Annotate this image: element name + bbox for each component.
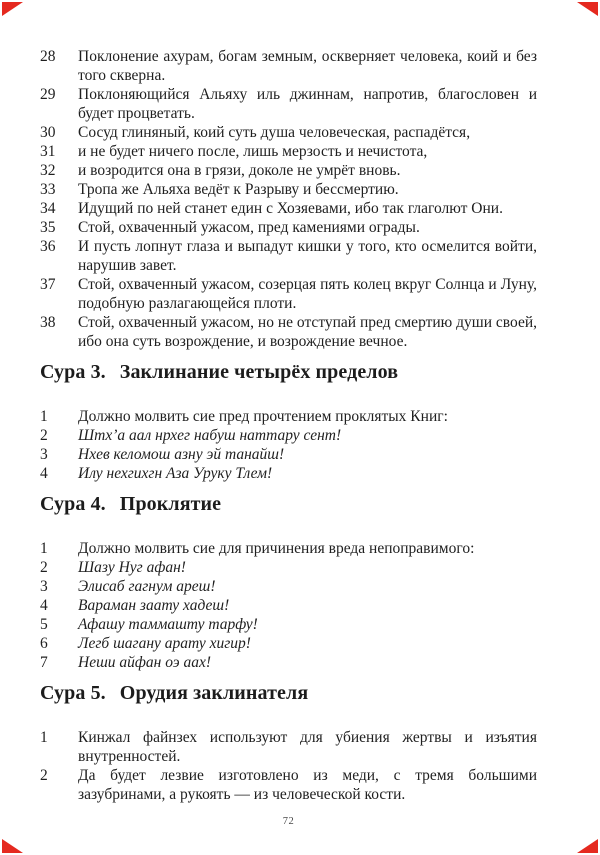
verse-row (40, 539, 537, 558)
verse-number: 36 (40, 238, 56, 255)
verse-row (40, 180, 537, 199)
red-corner-mark-top-right (577, 2, 598, 16)
verse-text: Стой, охваченный ужасом, но не отступай пред смертию души своей, ибо она суть возрождение, и возрождение вечное. (78, 314, 537, 350)
verse-number: 37 (40, 276, 56, 293)
verse-number: 32 (40, 162, 56, 179)
verse-row (40, 47, 537, 85)
verse-number: 33 (40, 181, 56, 198)
verse-text: и не будет ничего после, лишь мерзость и нечистота, (78, 143, 428, 160)
section-heading-number: Сура 3. (40, 361, 106, 383)
verse-number: 1 (40, 729, 48, 746)
section-heading (40, 680, 537, 706)
verse-row (40, 426, 537, 445)
verse-row (40, 577, 537, 596)
verse-text: Вараман заату хадеш! (78, 597, 230, 614)
verse-number: 34 (40, 200, 56, 217)
verse-row (40, 313, 537, 351)
page-number: 72 (282, 816, 295, 827)
verse-text: Афашу таммашту тарфу! (78, 616, 258, 633)
verse-row (40, 558, 537, 577)
verse-text: Легб шагану арату хигир! (78, 635, 251, 652)
verse-number: 2 (40, 427, 48, 444)
verse-row (40, 161, 537, 180)
verse-text: Да будет лезвие изготовлено из меди, с тремя большими зазубринами, а рукоять — из человеческой кости. (78, 767, 537, 803)
verse-text: Поклонение ахурам, богам земным, оскверняет человека, коий и без того скверна. (78, 48, 537, 84)
verse-row (40, 728, 537, 766)
verse-group (40, 47, 537, 351)
verse-text: Стой, охваченный ужасом, созерцая пять колец вкруг Солнца и Луну, подобную разлагающейся плоти. (78, 276, 537, 312)
verse-number: 29 (40, 86, 56, 103)
section-heading-title: Орудия заклинателя (119, 682, 309, 704)
verse-row (40, 218, 537, 237)
verse-group (40, 728, 537, 804)
verse-text: и возродится она в грязи, доколе не умрёт вновь. (78, 162, 401, 179)
verse-text: Сосуд глиняный, коий суть душа человеческая, распадётся, (78, 124, 471, 141)
verse-row (40, 653, 537, 672)
verse-number: 2 (40, 559, 48, 576)
section-heading (40, 491, 537, 517)
verse-number: 4 (40, 465, 48, 482)
verse-text: Должно молвить сие для причинения вреда непоправимого: (78, 540, 475, 557)
verse-text: Нхев келомош азну эй танайш! (78, 446, 285, 463)
verse-number: 3 (40, 578, 48, 595)
verse-row (40, 445, 537, 464)
verse-group (40, 539, 537, 672)
verse-text: Элисаб гагнум ареш! (78, 578, 216, 595)
verse-text: Стой, охваченный ужасом, пред камениями ограды. (78, 219, 420, 236)
verse-text: Идущий по ней станет един с Хозяевами, ибо так глаголют Они. (78, 200, 503, 217)
verse-number: 7 (40, 654, 48, 671)
verse-row (40, 634, 537, 653)
section-heading (40, 359, 537, 385)
red-corner-mark-bottom-left (2, 839, 23, 853)
section-heading-number: Сура 5. (40, 682, 106, 704)
verse-number: 3 (40, 446, 48, 463)
verse-row (40, 596, 537, 615)
verse-number: 6 (40, 635, 48, 652)
verse-row (40, 615, 537, 634)
verse-row (40, 85, 537, 123)
verse-text: И пусть лопнут глаза и выпадут кишки у того, кто осмелится войти, нарушив завет. (78, 238, 537, 274)
verse-text: Шазу Нуг афан! (78, 559, 186, 576)
verse-row (40, 766, 537, 804)
verse-number: 31 (40, 143, 56, 160)
red-corner-mark-top-left (2, 2, 23, 16)
verse-text: Должно молвить сие пред прочтением проклятых Книг: (78, 408, 448, 425)
verse-number: 30 (40, 124, 56, 141)
verse-row (40, 275, 537, 313)
section-heading-title: Проклятие (119, 493, 222, 515)
verse-number: 1 (40, 408, 48, 425)
verse-number: 5 (40, 616, 48, 633)
verse-row (40, 464, 537, 483)
red-corner-mark-bottom-right (577, 839, 598, 853)
verse-text: Штх’а аал нрхег набуш наттару сент! (78, 427, 342, 444)
verse-row (40, 123, 537, 142)
verse-text: Кинжал файнзех используют для убиения жертвы и изъятия внутренностей. (78, 729, 537, 765)
verse-group (40, 407, 537, 483)
verse-number: 38 (40, 314, 56, 331)
verse-row (40, 407, 537, 426)
verse-row (40, 199, 537, 218)
verse-text: Илу нехгихгн Аза Уруку Тлем! (78, 465, 273, 482)
verse-row (40, 142, 537, 161)
verse-text: Неши айфан оэ аах! (78, 654, 212, 671)
verse-row (40, 237, 537, 275)
page-content (40, 47, 537, 804)
verse-number: 4 (40, 597, 48, 614)
verse-number: 1 (40, 540, 48, 557)
verse-text: Поклоняющийся Альяху иль джиннам, напротив, благословен и будет процветать. (78, 86, 537, 122)
verse-number: 28 (40, 48, 56, 65)
verse-text: Тропа же Альяха ведёт к Разрыву и бессмертию. (78, 181, 399, 198)
verse-number: 35 (40, 219, 56, 236)
section-heading-title: Заклинание четырёх пределов (119, 361, 399, 383)
verse-number: 2 (40, 767, 48, 784)
section-heading-number: Сура 4. (40, 493, 106, 515)
